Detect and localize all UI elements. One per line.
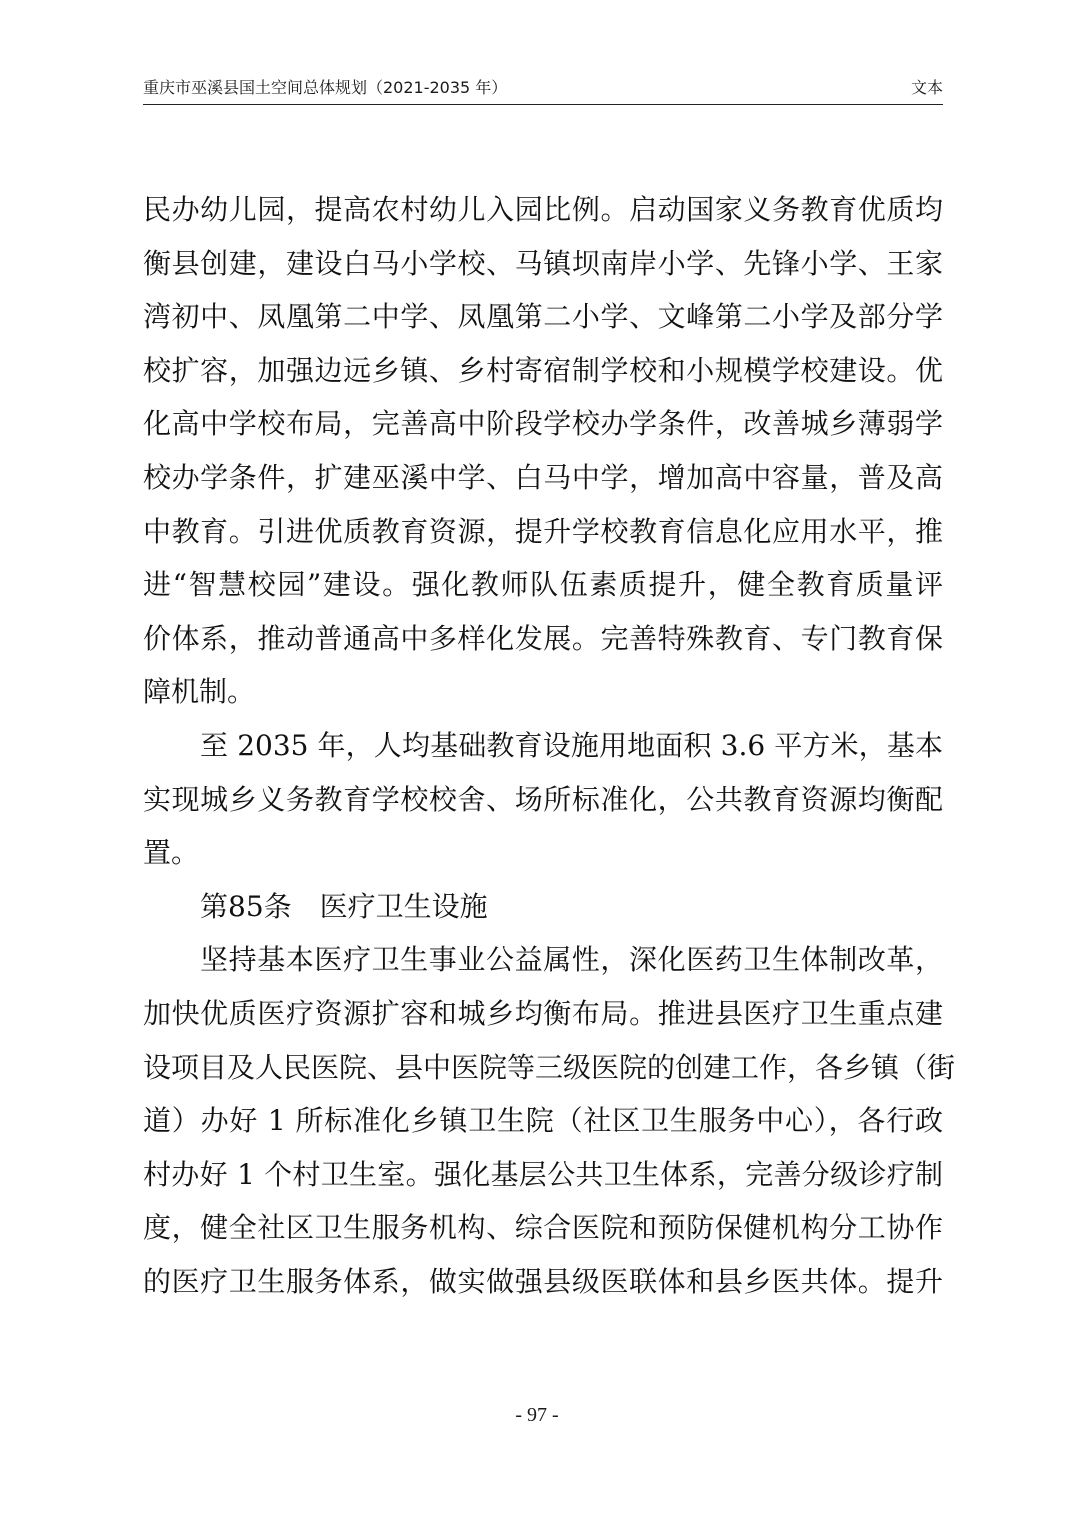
text-line: 道）办好 1 所标准化乡镇卫生院（社区卫生服务中心），各行政 — [143, 1104, 943, 1138]
page-body — [143, 183, 956, 1308]
text-line: 度，健全社区卫生服务机构、综合医院和预防保健机构分工协作 — [143, 1211, 943, 1245]
text-line: 村办好 1 个村卫生室。强化基层公共卫生体系，完善分级诊疗制 — [143, 1157, 943, 1191]
page-header — [143, 74, 943, 105]
text-line: 加快优质医疗资源扩容和城乡均衡布局。推进县医疗卫生重点建 — [143, 996, 943, 1030]
text-line: 民办幼儿园，提高农村幼儿入园比例。启动国家义务教育优质均 — [143, 193, 943, 226]
text-line: 的医疗卫生服务体系，做实做强县级医联体和县乡医共体。提升 — [143, 1264, 943, 1298]
article-heading: 第85条 医疗卫生设施 — [200, 889, 488, 923]
page-number: - 97 - — [515, 1404, 559, 1426]
paragraph-target-2035 — [143, 719, 943, 880]
paragraph-medical — [143, 933, 956, 1308]
text-line: 校办学条件，扩建巫溪中学、白马中学，增加高中容量，普及高 — [143, 460, 943, 494]
text-line: 实现城乡义务教育学校校舍、场所标准化，公共教育资源均衡配 — [143, 782, 943, 816]
text-line: 坚持基本医疗卫生事业公益属性，深化医药卫生体制改革， — [200, 943, 943, 977]
text-line: 衡县创建，建设白马小学校、马镇坝南岸小学、先锋小学、王家 — [143, 246, 943, 280]
text-line: 价体系，推动普通高中多样化发展。完善特殊教育、专门教育保 — [143, 621, 943, 655]
text-line: 置。 — [143, 836, 200, 870]
paragraph-education — [143, 183, 943, 719]
document-title: 重庆市巫溪县国土空间总体规划（2021-2035 年） — [143, 78, 508, 97]
text-line: 校扩容，加强边远乡镇、乡村寄宿制学校和小规模学校建设。优 — [143, 353, 943, 387]
text-line: 湾初中、凤凰第二中学、凤凰第二小学、文峰第二小学及部分学 — [143, 300, 943, 334]
text-line: 化高中学校布局，完善高中阶段学校办学条件，改善城乡薄弱学 — [143, 407, 943, 441]
text-line: 进“智慧校园”建设。强化教师队伍素质提升，健全教育质量评 — [143, 568, 943, 602]
text-line: 设项目及人民医院、县中医院等三级医院的创建工作，各乡镇（街 — [143, 1050, 956, 1084]
text-line: 中教育。引进优质教育资源，提升学校教育信息化应用水平，推 — [143, 514, 943, 548]
text-line: 至 2035 年，人均基础教育设施用地面积 3.6 平方米，基本 — [200, 728, 943, 762]
text-line: 障机制。 — [143, 675, 256, 709]
section-label: 文本 — [910, 78, 943, 97]
